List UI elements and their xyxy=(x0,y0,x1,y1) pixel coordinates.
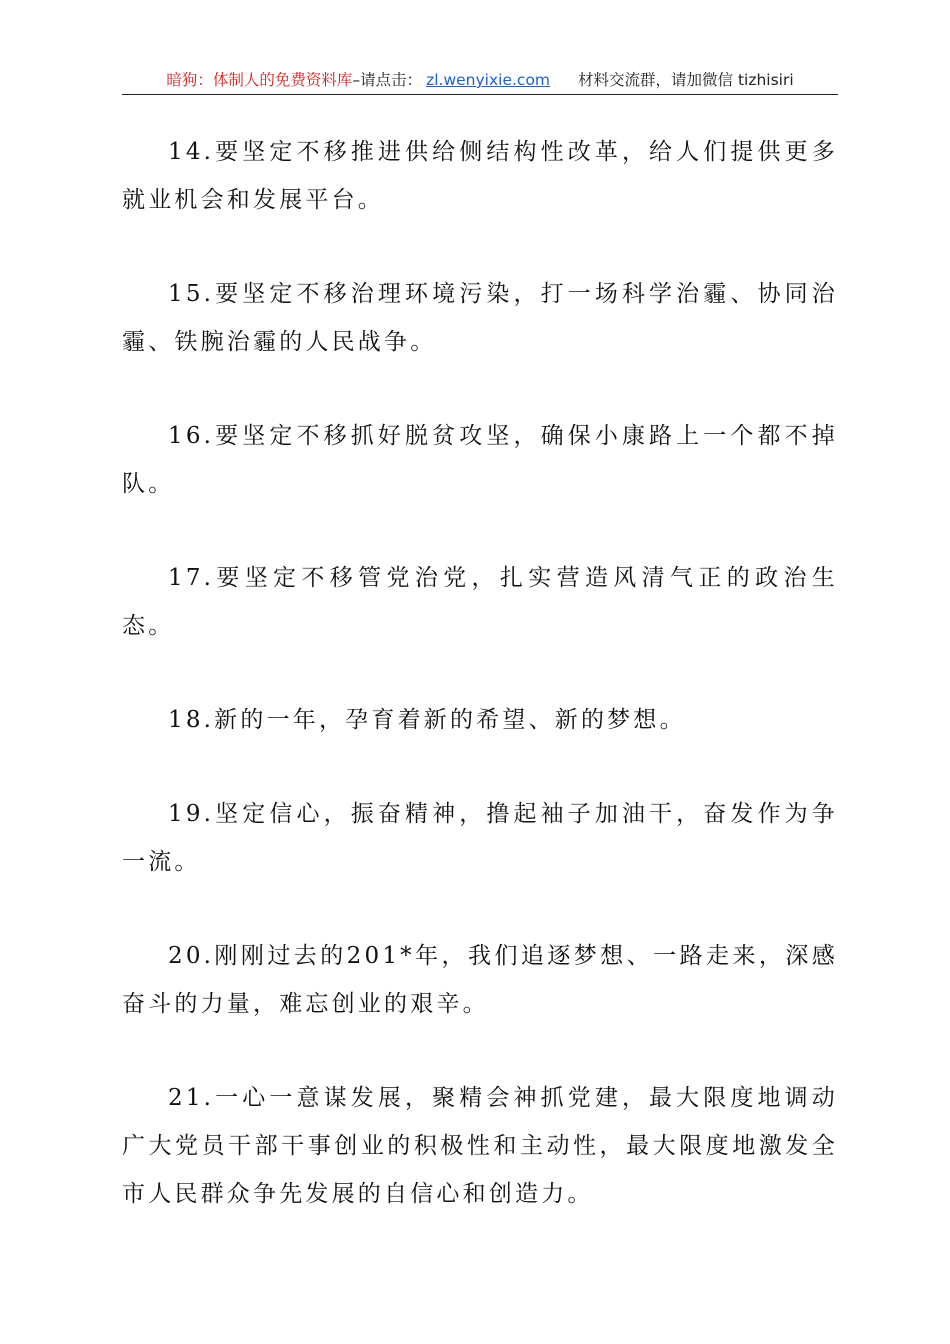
page-header xyxy=(122,66,838,95)
paragraph-15: 15.要坚定不移治理环境污染，打一场科学治霾、协同治霾、铁腕治霾的人民战争。 xyxy=(122,281,838,355)
header-website-link[interactable]: zl.wenyixie.com xyxy=(426,71,551,89)
paragraph-16: 16.要坚定不移抓好脱贫攻坚，确保小康路上一个都不掉队。 xyxy=(122,423,838,497)
header-click-text: –请点击： xyxy=(352,71,423,89)
paragraph-19: 19.坚定信心，振奋精神，撸起袖子加油干，奋发作为争一流。 xyxy=(122,801,838,875)
paragraph-14: 14.要坚定不移推进供给侧结构性改革，给人们提供更多就业机会和发展平台。 xyxy=(122,139,838,213)
paragraph-18: 18.新的一年，孕育着新的希望、新的梦想。 xyxy=(168,707,686,733)
header-group-text: 材料交流群，请加微信 tizhisiri xyxy=(578,71,794,89)
paragraph-17: 17.要坚定不移管党治党，扎实营造风清气正的政治生态。 xyxy=(122,565,838,639)
header-brand-text: 暗狗：体制人的免费资料库 xyxy=(166,71,353,89)
document-body xyxy=(122,128,838,1264)
paragraph-21: 21.一心一意谋发展，聚精会神抓党建，最大限度地调动广大党员干部干事创业的积极性和主动性，最大限度地激发全市人民群众争先发展的自信心和创造力。 xyxy=(122,1085,838,1207)
paragraph-20: 20.刚刚过去的201*年，我们追逐梦想、一路走来，深感奋斗的力量，难忘创业的艰辛。 xyxy=(122,943,838,1017)
